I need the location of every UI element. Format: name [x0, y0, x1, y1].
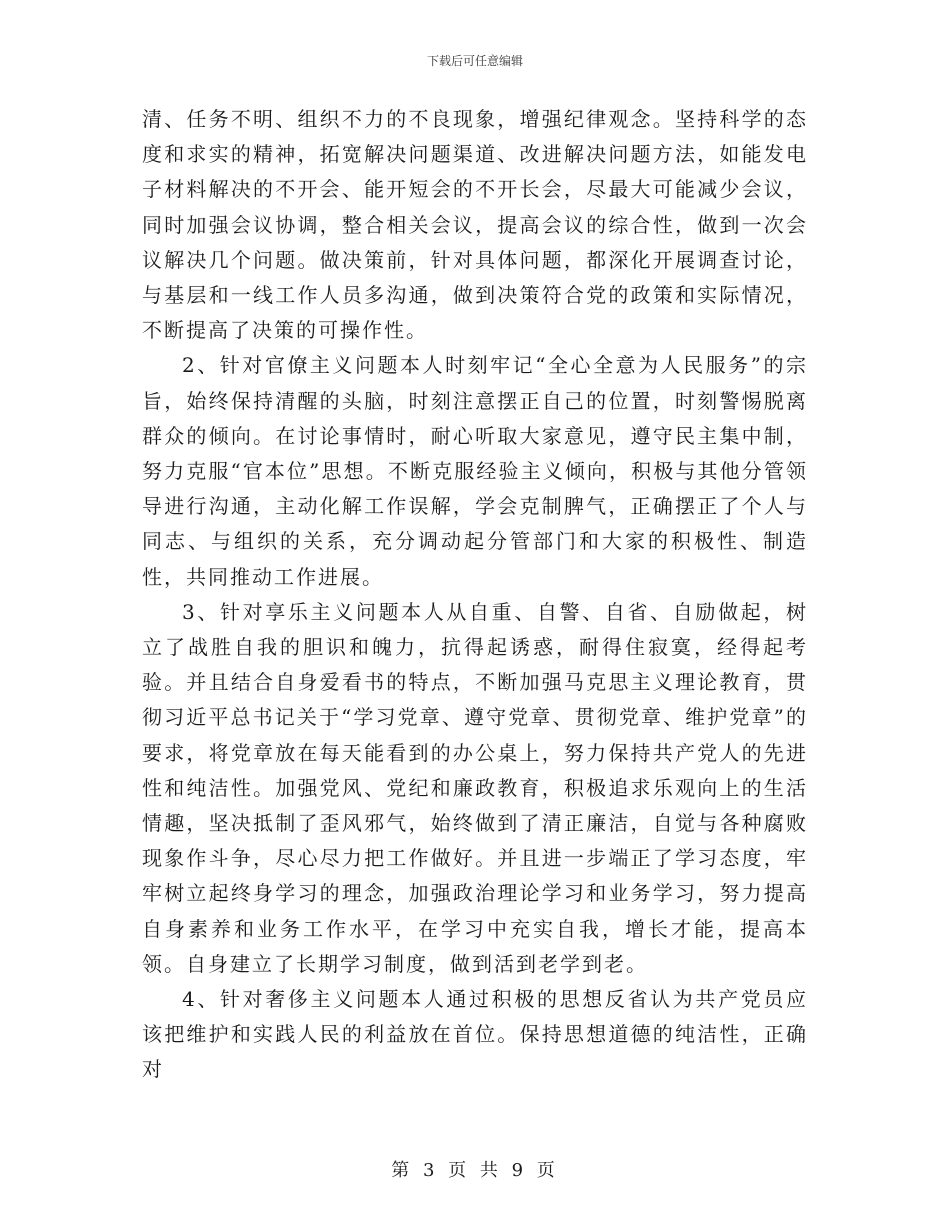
paragraph-item-4: 4、针对奢侈主义问题本人通过积极的思想反省认为共产党员应该把维护和实践人民的利益放在首位。保持思想道德的纯洁性，正确对: [142, 987, 808, 1082]
page-number: 第 3 页 共 9 页: [391, 1160, 559, 1181]
paragraph-item-2: 2、针对官僚主义问题本人时刻牢记“全心全意为人民服务”的宗旨，始终保持清醒的头脑，时刻注意摆正自己的位置，时刻警惕脱离群众的倾向。在讨论事情时，耐心听取大家意见，遵守民主集中制，努力克服“官本位”思想。不断克服经验主义倾向，积极与其他分管领导进行沟通，主动化解工作误解，学会克制脾气，正确摆正了个人与同志、与组织的关系，充分调动起分管部门和大家的积极性、制造性，共同推动工作进展。: [142, 353, 808, 589]
paragraph-item-3: 3、针对享乐主义问题本人从自重、自警、自省、自励做起，树立了战胜自我的胆识和魄力，抗得起诱惑，耐得住寂寞，经得起考验。并且结合自身爱看书的特点，不断加强马克思主义理论教育，贯彻习近平总书记关于“学习党章、遵守党章、贯彻党章、维护党章”的要求，将党章放在每天能看到的办公桌上，努力保持共产党人的先进性和纯洁性。加强党风、党纪和廉政教育，积极追求乐观向上的生活情趣，坚决抵制了歪风邪气，始终做到了清正廉洁，自觉与各种腐败现象作斗争，尽心尽力把工作做好。并且进一步端正了学习态度，牢牢树立起终身学习的理念，加强政治理论学习和业务学习，努力提高自身素养和业务工作水平，在学习中充实自我，增长才能，提高本领。自身建立了长期学习制度，做到活到老学到老。: [142, 599, 808, 976]
paragraph-continuation: 清、任务不明、组织不力的不良现象，增强纪律观念。坚持科学的态度和求实的精神，拓宽解决问题渠道、改进解决问题方法，如能发电子材料解决的不开会、能开短会的不开长会，尽最大可能减少会议，同时加强会议协调，整合相关会议，提高会议的综合性，做到一次会议解决几个问题。做决策前，针对具体问题，都深化开展调查讨论，与基层和一线工作人员多沟通，做到决策符合党的政策和实际情况，不断提高了决策的可操作性。: [142, 107, 808, 343]
document-body: [142, 102, 808, 1088]
page-header-note: 下载后可任意编辑: [426, 54, 523, 68]
